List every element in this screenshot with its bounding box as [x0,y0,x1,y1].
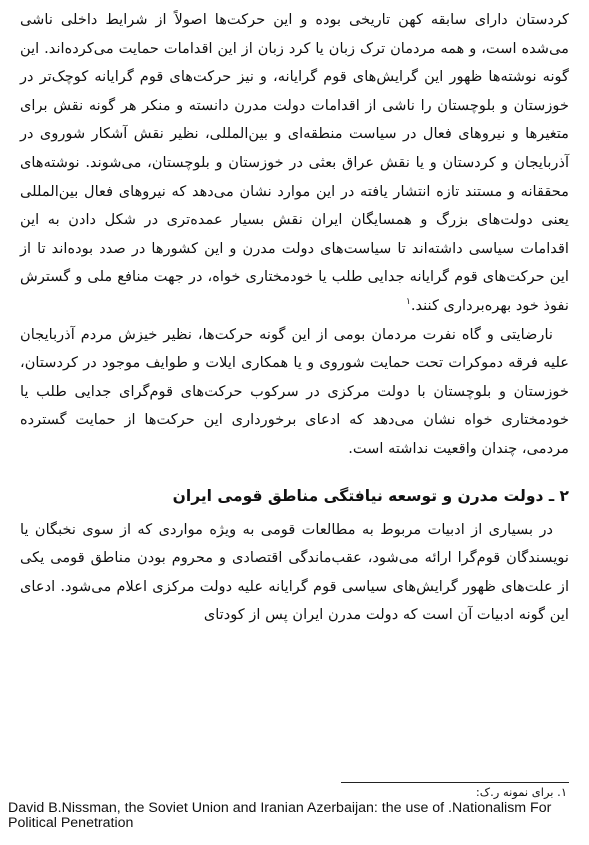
section-heading: ۲ ـ دولت مدرن و توسعه نیافتگی مناطق قومی ایران [172,486,569,505]
section-paragraph: در بسیاری از ادبیات مربوط به مطالعات قومی به ویژه مواردی که از سوی نخبگان یا نویسندگان قوم‌گرا ارائه می‌شود، عقب‌ماندگی اقتصادی و محروم بودن مناطق قومی یکی از علت‌های ظهور گرایش‌های سیاسی قوم گرایانه علیه دولت مرکزی اعلام می‌شود. ادعای این گونه ادبیات آن است که دولت مدرن ایران پس از کودتای [20,520,569,624]
footnote-citation: David B.Nissman, the Soviet Union and Iranian Azerbaijan: the use of .Nationalism For Political Penetration [8,800,552,831]
body-paragraph-1 [20,6,569,321]
footnote-reference-1[interactable]: ۱ [406,297,411,308]
document-page [20,6,569,630]
footnote-divider [341,782,569,783]
footnote-label: ۱. برای نمونه ر.ک: [475,785,567,799]
paragraph-1-text: کردستان دارای سابقه کهن تاریخی بوده و این حرکت‌ها اصولاً از شرایط داخلی ناشی می‌شده است، و همه مردمان ترک زبان یا کرد زبان از این اقدامات حمایت می‌کرده‌اند. این گونه نوشته‌ها ظهور این گرایش‌های قوم گرایانه، و نیز حرکت‌های قوم گرایانه کوچک‌تر در خوزستان و بلوچستان را ناشی از اقدامات دولت مدرن دانسته و منکر هر گونه نقش برای متغیرها و نیروهای فعال در سیاست منطقه‌ای و بین‌المللی، نظیر نقش آشکار شوروی در آذربایجان و کردستان و یا نقش عراق بعثی در خوزستان و بلوچستان، می‌شوند. نوشته‌های محققانه و مستند تازه انتشار یافته در این موارد نشان می‌دهد که نیروهای فعال بین‌المللی یعنی دولت‌های بزرگ و همسایگان ایران نقش بسیار عمده‌تری در شکل دادن به این اقدامات سیاسی داشته‌اند تا سیاست‌های دولت مدرن و این کشورها در صدد بوده‌اند تا از این حرکت‌های قوم گرایانه جدایی طلب یا خودمختاری خواه، در جهت منافع ملی و گسترش نفوذ خود بهره‌برداری کنند. [20,11,569,314]
paragraph-2-text: نارضایتی و گاه نفرت مردمان بومی از این گونه حرکت‌ها، نظیر خیزش مردم آذربایجان علیه فرقه دموکرات تحت حمایت شوروی و یا همکاری ایلات و طوایف موجود در کردستان، خوزستان و بلوچستان با دولت مرکزی در سرکوب حرکت‌های قوم‌گرای جدایی طلب یا خودمختاری خواه نشان می‌دهد که ادعای برخورداری این حرکت‌ها از حمایت گسترده مردمی، چندان واقعیت نداشته است. [20,325,569,457]
body-paragraph-2 [20,321,569,464]
